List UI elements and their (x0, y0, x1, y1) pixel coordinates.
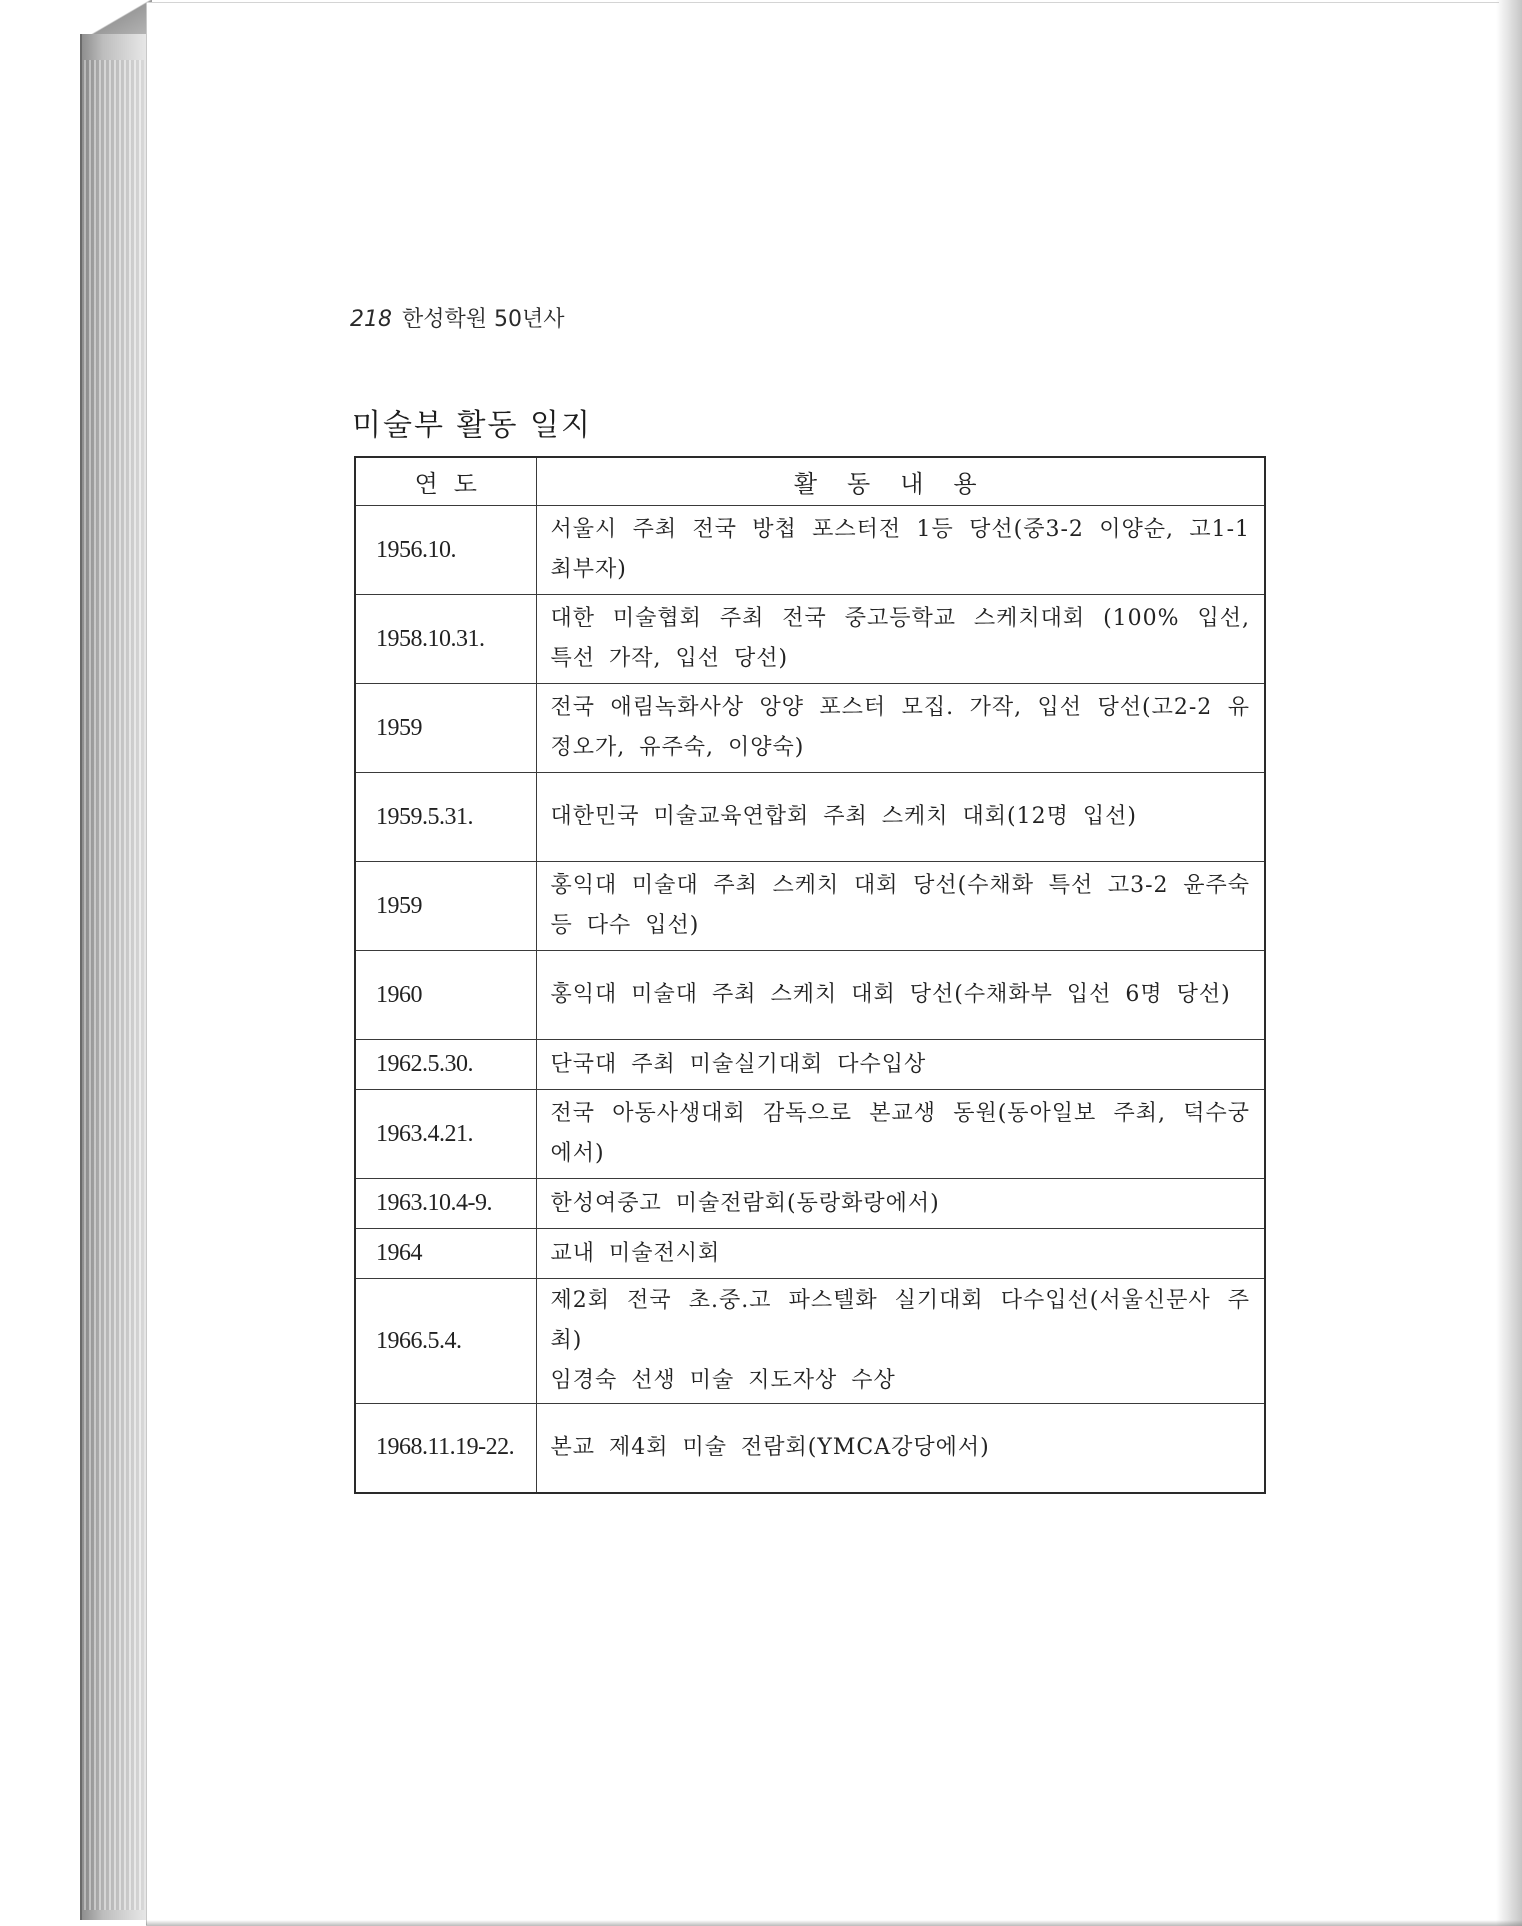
header-activity: 활동내용 (536, 457, 1265, 506)
row-year: 1968.11.19-22. (355, 1404, 536, 1493)
activity-line: 전국 애림녹화사상 앙양 포스터 모집. 가작, 입선 당선(고2-2 유정오가, 유주숙, 이양숙) (550, 695, 1250, 760)
book-title: 한성학원 50년사 (402, 307, 565, 332)
row-year: 1962.5.30. (355, 1040, 536, 1090)
row-activity (536, 1179, 1265, 1229)
row-year: 1959 (355, 684, 536, 773)
row-year: 1956.10. (355, 506, 536, 595)
table-row (355, 506, 1265, 595)
table-row (355, 684, 1265, 773)
row-activity (536, 951, 1265, 1040)
activity-line: 홍익대 미술대 주최 스케치 대회 당선(수채화부 입선 6명 당선) (550, 982, 1231, 1007)
table-row (355, 1179, 1265, 1229)
table-row (355, 1229, 1265, 1279)
row-activity (536, 773, 1265, 862)
table-row (355, 595, 1265, 684)
activity-line: 대한 미술협회 주최 전국 중고등학교 스케치대회 (100% 입선, 특선 가작, 입선 당선) (550, 606, 1250, 671)
activity-line: 교내 미술전시회 (550, 1240, 721, 1266)
activity-line: 홍익대 미술대 주최 스케치 대회 당선(수채화 특선 고3-2 윤주숙 등 다수 입선) (550, 873, 1250, 938)
activity-line: 서울시 주최 전국 방첩 포스터전 1등 당선(중3-2 이양순, 고1-1 최부자) (550, 517, 1250, 582)
row-activity (536, 1404, 1265, 1493)
activity-line: 제2회 전국 초.중.고 파스텔화 실기대회 다수입선(서울신문사 주최) (550, 1288, 1250, 1353)
book-page-edges (84, 60, 144, 1910)
table-row (355, 1090, 1265, 1179)
row-activity (536, 1040, 1265, 1090)
running-head (350, 302, 565, 333)
table-row (355, 1279, 1265, 1404)
page-shadow-right (1496, 0, 1522, 1926)
row-year: 1959 (355, 862, 536, 951)
row-year: 1963.10.4-9. (355, 1179, 536, 1229)
table-row (355, 1040, 1265, 1090)
activity-line: 대한민국 미술교육연합회 주최 스케치 대회(12명 입선) (550, 804, 1137, 829)
table-row (355, 862, 1265, 951)
page-shadow-bottom (146, 1920, 1522, 1926)
row-activity (536, 595, 1265, 684)
row-activity (536, 506, 1265, 595)
table-row (355, 1404, 1265, 1493)
row-activity (536, 1229, 1265, 1279)
activity-log-table (354, 456, 1266, 1494)
page-number: 218 (350, 307, 392, 332)
row-year: 1966.5.4. (355, 1279, 536, 1404)
activity-line: 본교 제4회 미술 전람회(YMCA강당에서) (550, 1434, 990, 1460)
row-year: 1960 (355, 951, 536, 1040)
activity-line: 한성여중고 미술전람회(동랑화랑에서) (550, 1190, 940, 1216)
row-year: 1963.4.21. (355, 1090, 536, 1179)
table-row (355, 773, 1265, 862)
row-activity (536, 1090, 1265, 1179)
activity-line: 단국대 주최 미술실기대회 다수입상 (550, 1051, 927, 1077)
section-title: 미술부 활동 일지 (352, 408, 592, 443)
row-year: 1959.5.31. (355, 773, 536, 862)
activity-line: 임경숙 선생 미술 지도자상 수상 (550, 1368, 896, 1393)
row-activity (536, 1279, 1265, 1404)
header-year: 연도 (355, 457, 536, 506)
table-row (355, 951, 1265, 1040)
activity-line: 전국 아동사생대회 감독으로 본교생 동원(동아일보 주최, 덕수궁에서) (550, 1101, 1250, 1166)
row-activity (536, 684, 1265, 773)
table-header-row (355, 457, 1265, 506)
row-activity (536, 862, 1265, 951)
row-year: 1958.10.31. (355, 595, 536, 684)
row-year: 1964 (355, 1229, 536, 1279)
